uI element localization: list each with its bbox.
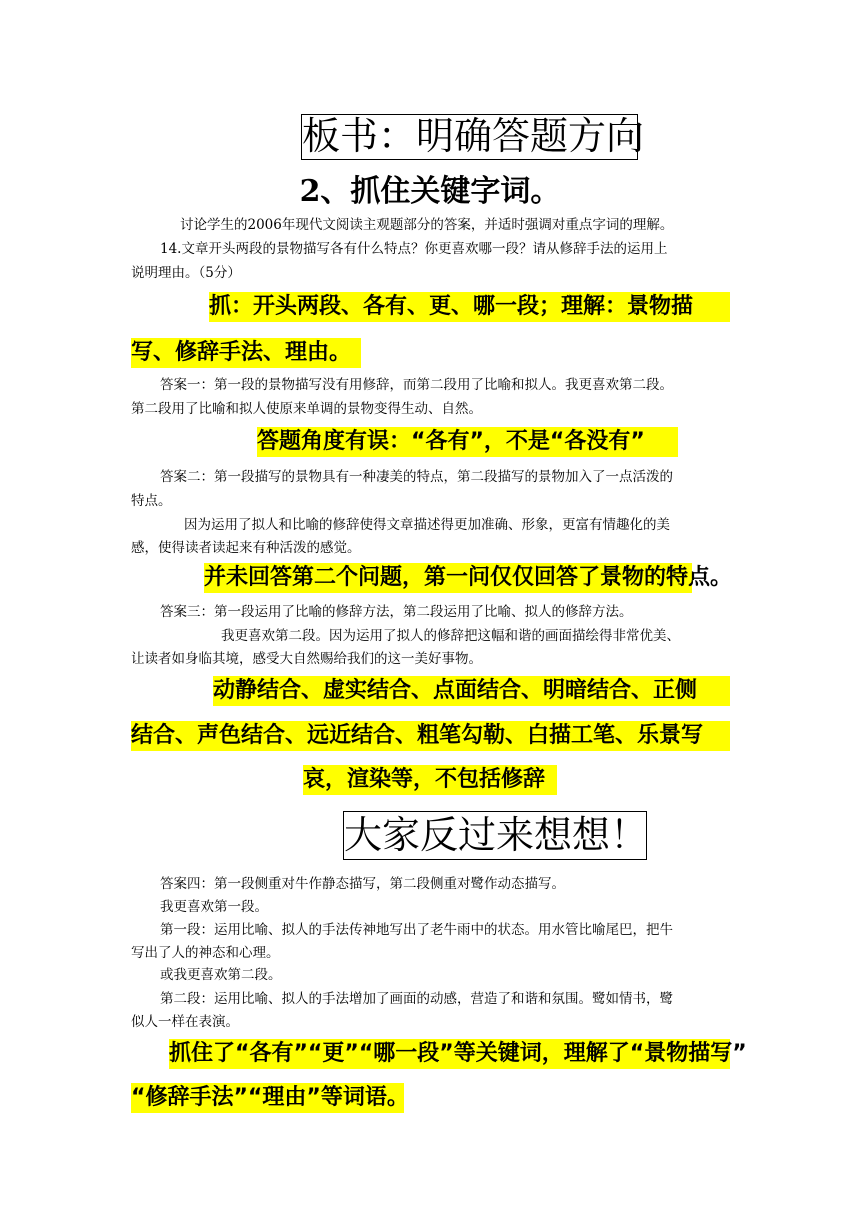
answer3-line-1: 答案三：第一段运用了比喻的修辞方法，第二段运用了比喻、拟人的修辞方法。 [160,604,633,620]
highlight-summary-line-1: 抓住了“各有”“更”“哪一段”等关键词，理解了“景物描写” [169,1039,730,1069]
answer4-line-3: 第一段：运用比喻、拟人的手法传神地写出了老牛雨中的状态。用水管比喻尾巴，把牛 [160,922,673,938]
answer2-line-1: 答案二：第一段描写的景物具有一种凄美的特点，第二段描写的景物加入了一点活泼的 [160,469,673,485]
answer1-line-1: 答案一：第一段的景物描写没有用修辞，而第二段用了比喻和拟人。我更喜欢第二段。 [160,377,673,393]
answer4-line-2: 我更喜欢第一段。 [160,899,268,915]
highlight-wrong-angle: 答题角度有误：“各有”，不是“各没有” [257,427,678,457]
board-heading: 板书：明确答题方向 [302,114,645,158]
highlight-summary-line-2: “修辞手法”“理由”等词语。 [131,1083,404,1113]
section-subheading: 2、抓住关键字词。 [299,174,561,209]
highlight-techniques-line-2: 结合、声色结合、远近结合、粗笔勾勒、白描工笔、乐景写 [131,721,730,751]
answer2-line-2: 特点。 [131,493,172,509]
answer3-line-2: 我更喜欢第二段。因为运用了拟人的修辞把这幅和谐的画面描绘得非常优美、 [221,628,680,644]
think-reverse-heading: 大家反过来想想！ [343,811,647,860]
question-line-2: 说明理由。（5分） [131,265,241,281]
answer4-line-4: 写出了人的神态和心理。 [131,945,280,961]
answer4-line-6: 第二段：运用比喻、拟人的手法增加了画面的动感，营造了和谐和氛围。鹭如情书，鹭 [160,991,673,1007]
answer1-line-2: 第二段用了比喻和拟人使原来单调的景物变得生动、自然。 [131,401,482,417]
intro-text: 讨论学生的2006年现代文阅读主观题部分的答案，并适时强调对重点字词的理解。 [180,217,674,233]
answer4-line-5: 或我更喜欢第二段。 [160,967,282,983]
highlight-grasp-line-1: 抓：开头两段、各有、更、哪一段；理解：景物描 [209,292,730,322]
answer2-line-3: 因为运用了拟人和比喻的修辞使得文章描述得更加准确、形象，更富有情趣化的美 [184,517,670,533]
highlight-grasp-line-2: 写、修辞手法、理由。 [131,338,361,368]
question-line-1: 14.文章开头两段的景物描写各有什么特点？你更喜欢哪一段？请从修辞手法的运用上 [160,241,668,257]
answer2-line-4: 感，使得读者读起来有种活泼的感觉。 [131,540,361,556]
answer4-line-7: 似人一样在表演。 [131,1014,239,1030]
highlight-not-answered: 并未回答第二个问题，第一问仅仅回答了景物的特点。 [204,563,692,593]
answer3-line-3: 让读者如身临其境，感受大自然赐给我们的这一美好事物。 [131,651,482,667]
answer4-line-1: 答案四：第一段侧重对牛作静态描写，第二段侧重对鹭作动态描写。 [160,876,565,892]
highlight-techniques-line-1: 动静结合、虚实结合、点面结合、明暗结合、正侧 [213,676,730,706]
highlight-techniques-line-3: 哀，渲染等，不包括修辞 [303,765,557,795]
